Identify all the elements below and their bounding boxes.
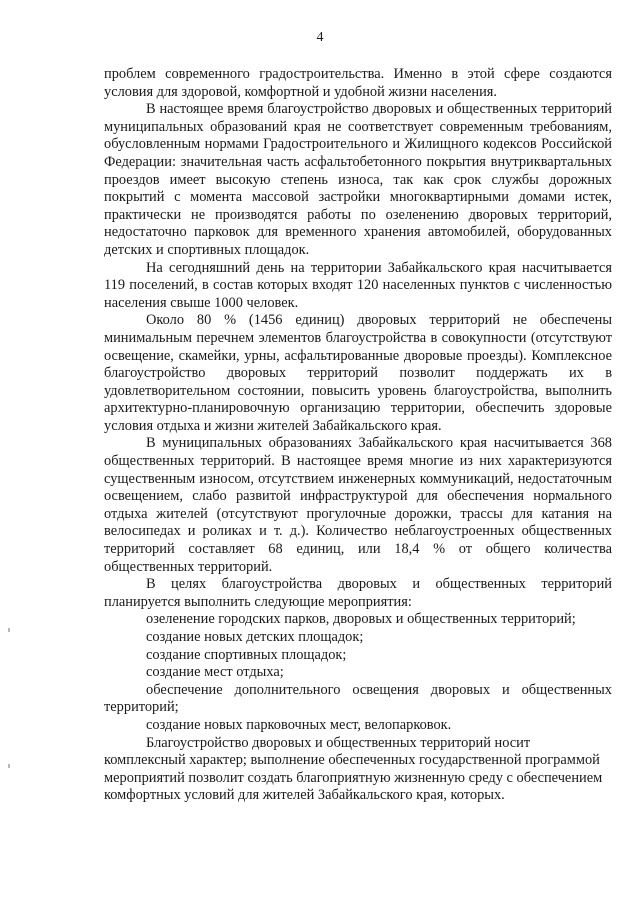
paragraph-public-territories: В муниципальных образованиях Забайкальского края насчитывается 368 общественных территорий. В настоящее время многие из них характеризуются существенным износом, отсутствием инженерных коммуникаций, недостаточным освещением, слабо развитой инфраструктурой для обеспечения нормального отдыха жителей (отсутствуют прогулочные дорожки, трассы для катания на велосипедах и роликах и т. д.). Количество неблагоустроенных общественных территорий составляет 68 единиц, или 18,4 % от общего количества общественных территорий. <box>104 435 612 575</box>
list-item: создание мест отдыха; <box>146 664 284 681</box>
list-item: обеспечение дополнительного освещения дворовых и общественных территорий; <box>104 681 612 716</box>
page-number: 4 <box>316 30 324 45</box>
paragraph-settlements: На сегодняшний день на территории Забайкальского края насчитывается 119 поселений, в состав которых входят 120 населенных пунктов с численностью населения свыше 1000 человек. <box>104 259 612 311</box>
paragraph-yard-territories: Около 80 % (1456 единиц) дворовых территорий не обеспечены минимальным перечнем элементов благоустройства в совокупности (отсутствуют освещение, скамейки, урны, асфальтированные дворовые проезды). Комплексное благоустройство дворовых территорий позволит поддержать их в удовлетворительном состоянии, повысить уровень благоустройства, выполнить архитектурно-планировочную организацию территории, обеспечить здоровые условия отдыха и жизни жителей Забайкальского края. <box>104 312 612 434</box>
paragraph-continuation: проблем современного градостроительства. Именно в этой сфере создаются условия для здоровой, комфортной и удобной жизни населения. <box>104 66 612 100</box>
list-item: создание спортивных площадок; <box>146 646 347 663</box>
scan-margin-mark <box>8 764 10 768</box>
list-item: создание новых детских площадок; <box>146 629 364 645</box>
paragraph-current-state: В настоящее время благоустройство дворовых и общественных территорий муниципальных образований края не соответствует современным требованиям, обусловленным нормами Градостроительного и Жилищного кодексов Российской Федерации: значительная часть асфальтобетонного покрытия внутриквартальных проездов имеет высокую степень износа, так как срок службы дорожных покрытий с момента массовой застройки многоквартирными домами истек, практически не производятся работы по озеленению дворовых территорий, недостаточно парковок для временного хранения автомобилей, оборудованных детских и спортивных площадок. <box>104 101 612 258</box>
list-item: создание новых парковочных мест, велопарковок. <box>146 716 452 733</box>
scan-margin-mark <box>8 628 10 632</box>
list-item: озеленение городских парков, дворовых и общественных территорий; <box>146 611 576 628</box>
paragraph-conclusion: Благоустройство дворовых и общественных территорий носит комплексный характер; выполнение обеспеченных государственной программой мероприятий позволит создать благоприятную жизненную среду с обеспечением комфортных условий для жителей Забайкальского края, которых. <box>104 734 603 804</box>
document-body <box>104 66 612 805</box>
paragraph-planned-measures: В целях благоустройства дворовых и общественных территорий планируется выполнить следующие мероприятия: <box>104 576 612 610</box>
